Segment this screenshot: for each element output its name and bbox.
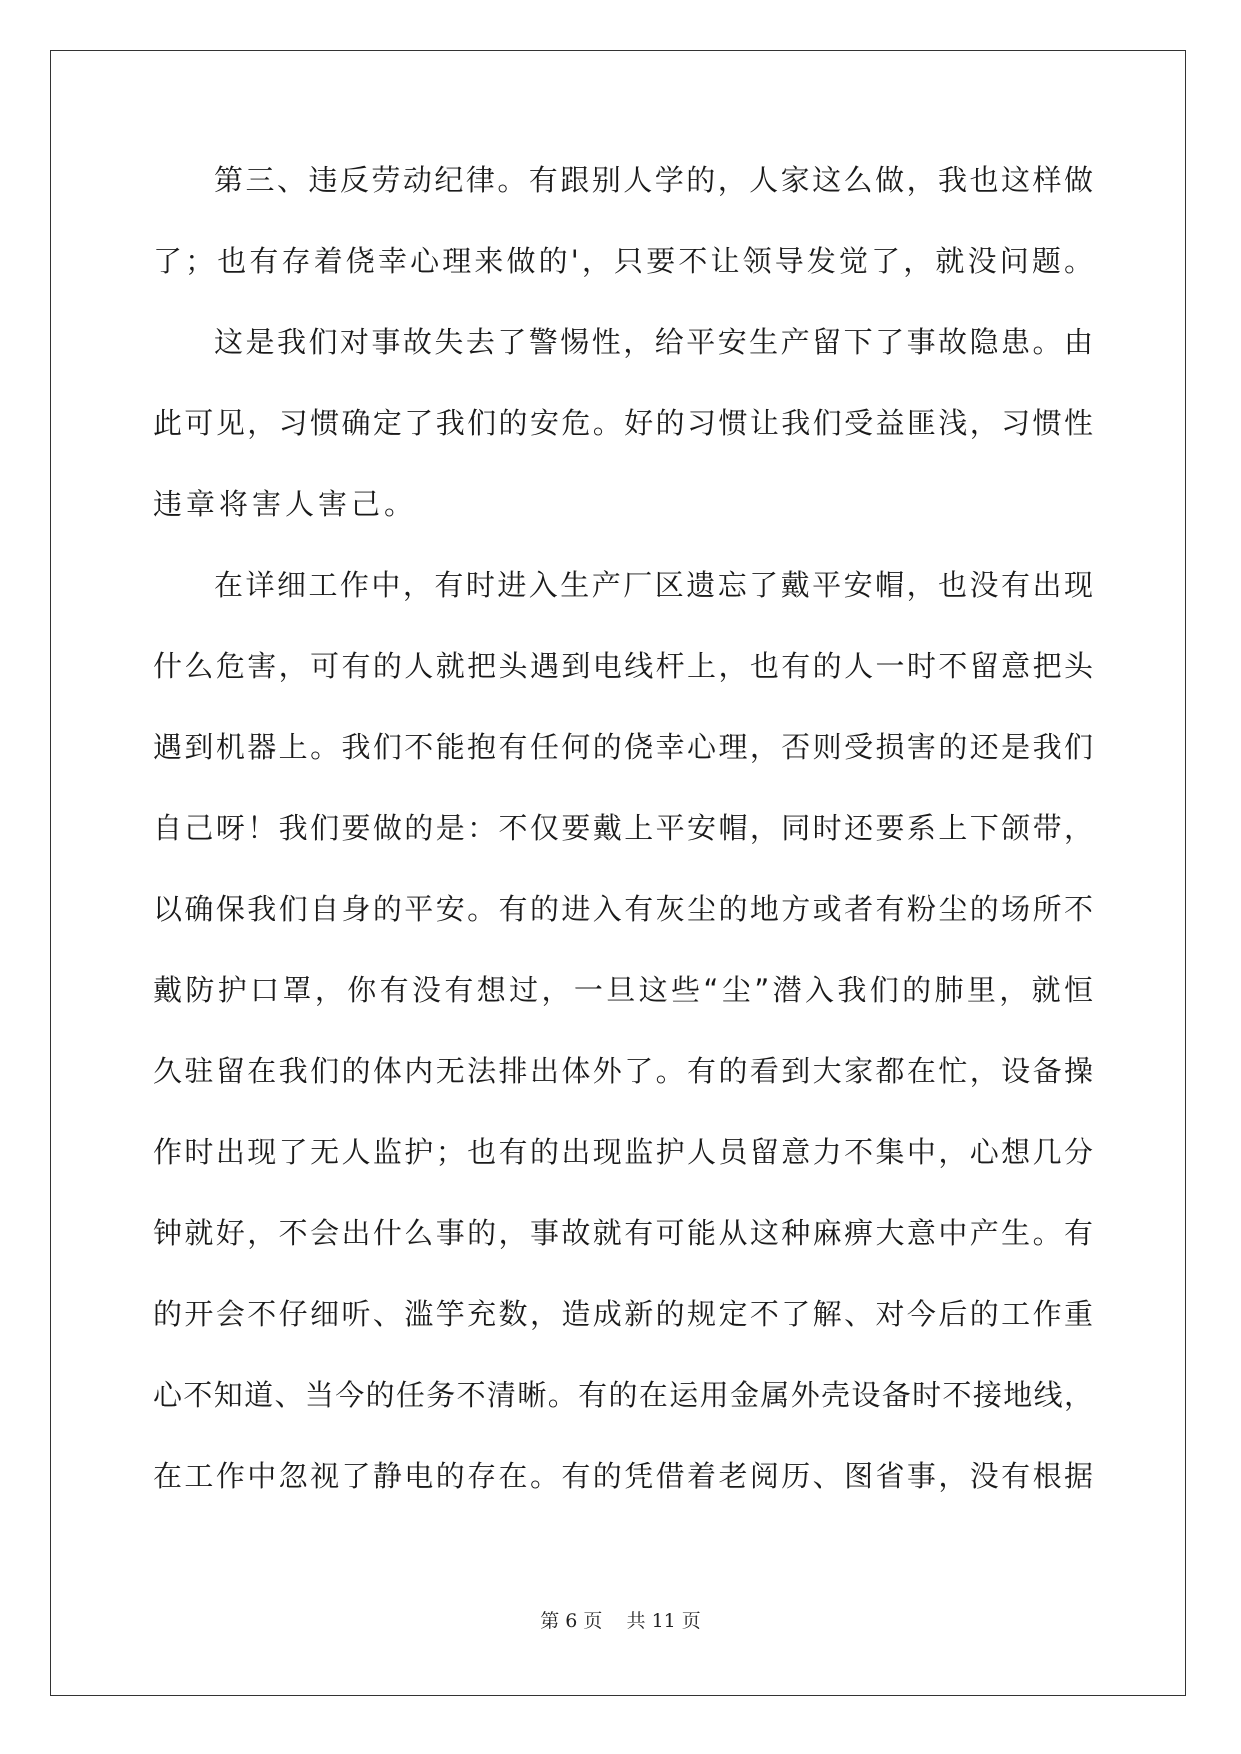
text-line: 作时出现了无人监护；也有的出现监护人员留意力不集中，心想几分 [153,1135,1093,1169]
text-line: 自己呀！我们要做的是：不仅要戴上平安帽，同时还要系上下颌带， [153,811,1093,845]
text-line: 在详细工作中，有时进入生产厂区遗忘了戴平安帽，也没有出现 [214,568,1093,602]
text-line: 戴防护口罩，你有没有想过，一旦这些“尘”潜入我们的肺里，就恒 [153,973,1093,1007]
page-number: 第 6 页 共 11 页 [540,1610,701,1632]
text-line: 以确保我们自身的平安。有的进入有灰尘的地方或者有粉尘的场所不 [153,892,1093,926]
text-line: 心不知道、当今的任务不清晰。有的在运用金属外壳设备时不接地线， [153,1378,1093,1412]
text-line: 什么危害，可有的人就把头遇到电线杆上，也有的人一时不留意把头 [153,649,1093,683]
text-line: 这是我们对事故失去了警惕性，给平安生产留下了事故隐患。由 [214,325,1093,359]
text-line: 违章将害人害己。 [153,487,418,521]
text-line: 此可见，习惯确定了我们的安危。好的习惯让我们受益匪浅，习惯性 [153,406,1093,440]
text-line: 的开会不仔细听、滥竽充数，造成新的规定不了解、对今后的工作重 [153,1297,1093,1331]
text-line: 久驻留在我们的体内无法排出体外了。有的看到大家都在忙，设备操 [153,1054,1093,1088]
text-line: 钟就好，不会出什么事的，事故就有可能从这种麻痹大意中产生。有 [153,1216,1093,1250]
text-line: 遇到机器上。我们不能抱有任何的侥幸心理，否则受损害的还是我们 [153,730,1093,764]
text-line: 在工作中忽视了静电的存在。有的凭借着老阅历、图省事，没有根据 [153,1459,1093,1493]
document-body [153,160,1093,1537]
text-line: 第三、违反劳动纪律。有跟别人学的，人家这么做，我也这样做 [214,163,1093,197]
page-footer [0,1606,1241,1633]
text-line: 了；也有存着侥幸心理来做的'，只要不让领导发觉了，就没问题。 [153,244,1093,278]
